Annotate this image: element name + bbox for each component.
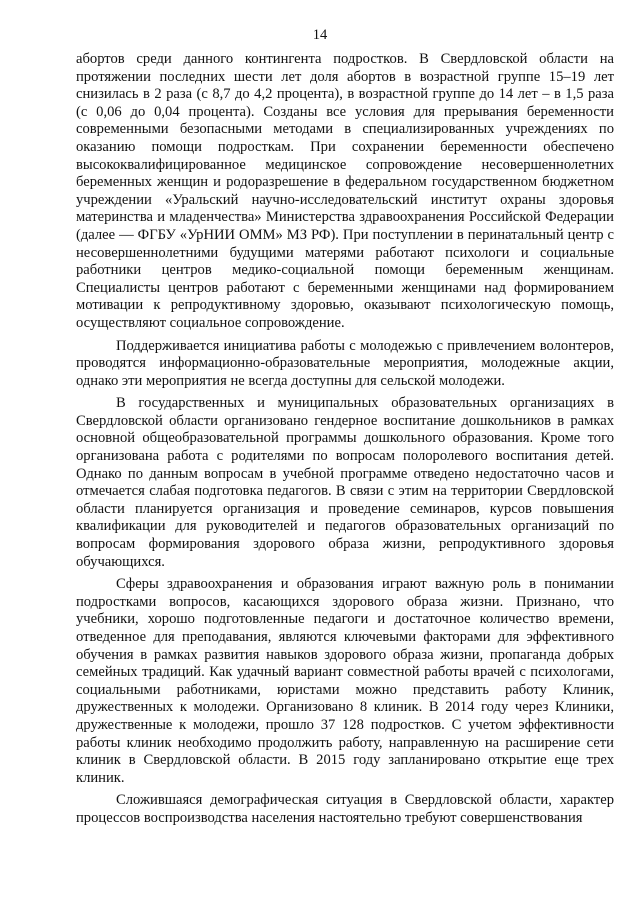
body-text (76, 51, 614, 833)
paragraph-5: Сложившаяся демографическая ситуация в Свердловской области, характер процессов воспроизводства населения настоятельно требуют совершенствования (76, 792, 614, 826)
paragraph-2: Поддерживается инициатива работы с молодежью с привлечением волонтеров, проводятся информационно-образовательные мероприятия, молодежные акции, однако эти мероприятия не всегда доступны для сельской молодежи. (76, 337, 614, 389)
paragraph-3: В государственных и муниципальных образовательных организациях в Свердловской области организовано гендерное воспитание дошкольников в рамках основной общеобразовательной программы дошкольного образования. Кроме того организована работа с родителями по вопросам полоролевого воспитания детей. Однако по данным вопросам в учебной программе отведено недостаточно часов и отмечается слабая подготовка педагогов. В связи с этим на территории Свердловской области планируется организация и проведение семинаров, курсов повышения квалификации для руководителей и педагогов образовательных организаций по вопросам формирования здорового образа жизни, репродуктивного здоровья обучающихся. (76, 395, 614, 570)
paragraph-1: абортов среди данного контингента подростков. В Свердловской области на протяжении последних шести лет доля абортов в возрастной группе 15–19 лет снизилась в 2 раза (с 8,7 до 4,2 процента), в возрастной группе до 14 лет – в 1,5 раза (с 0,06 до 0,04 процента). Созданы все условия для прерывания беременности современными безопасными методами в специализированных учреждениях по оказанию помощи подросткам. При сохранении беременности обеспечено высококвалифицированное медицинское сопровождение несовершеннолетних беременных женщин и родоразрешение в федеральном государственном бюджетном учреждении «Уральский научно-исследовательский институт охраны здоровья материнства и младенчества» Министерства здравоохранения Российской Федерации (далее — ФГБУ «УрНИИ ОММ» МЗ РФ). При поступлении в перинатальный центр с несовершеннолетними будущими матерями работают психологи и социальные работники центров медико-социальной помощи беременным женщинам. Специалисты центров работают с беременными женщинами над формированием мотивации к репродуктивному здоровью, оказывают психологическую помощь, осуществляют социальное сопровождение. (76, 51, 614, 331)
paragraph-4: Сферы здравоохранения и образования играют важную роль в понимании подростками вопросов, касающихся здорового образа жизни. Признано, что учебники, хорошо подготовленные педагоги и достаточное количество времени, отведенное для преподавания, являются ключевыми факторами для эффективного обучения в рамках развития навыков здорового образа жизни, пропаганда добрых семейных традиций. Как удачный вариант совместной работы врачей с психологами, социальными работниками, юристами можно представить работу Клиник, дружественных к молодежи. Организовано 8 клиник. В 2014 году через Клиники, дружественные к молодежи, прошло 37 128 подростков. С учетом эффективности работы клиник необходимо продолжить работу, направленную на расширение сети клиник в Свердловской области. В 2015 году запланировано открытие еще трех клиник. (76, 576, 614, 786)
page-number: 14 (312, 27, 328, 43)
